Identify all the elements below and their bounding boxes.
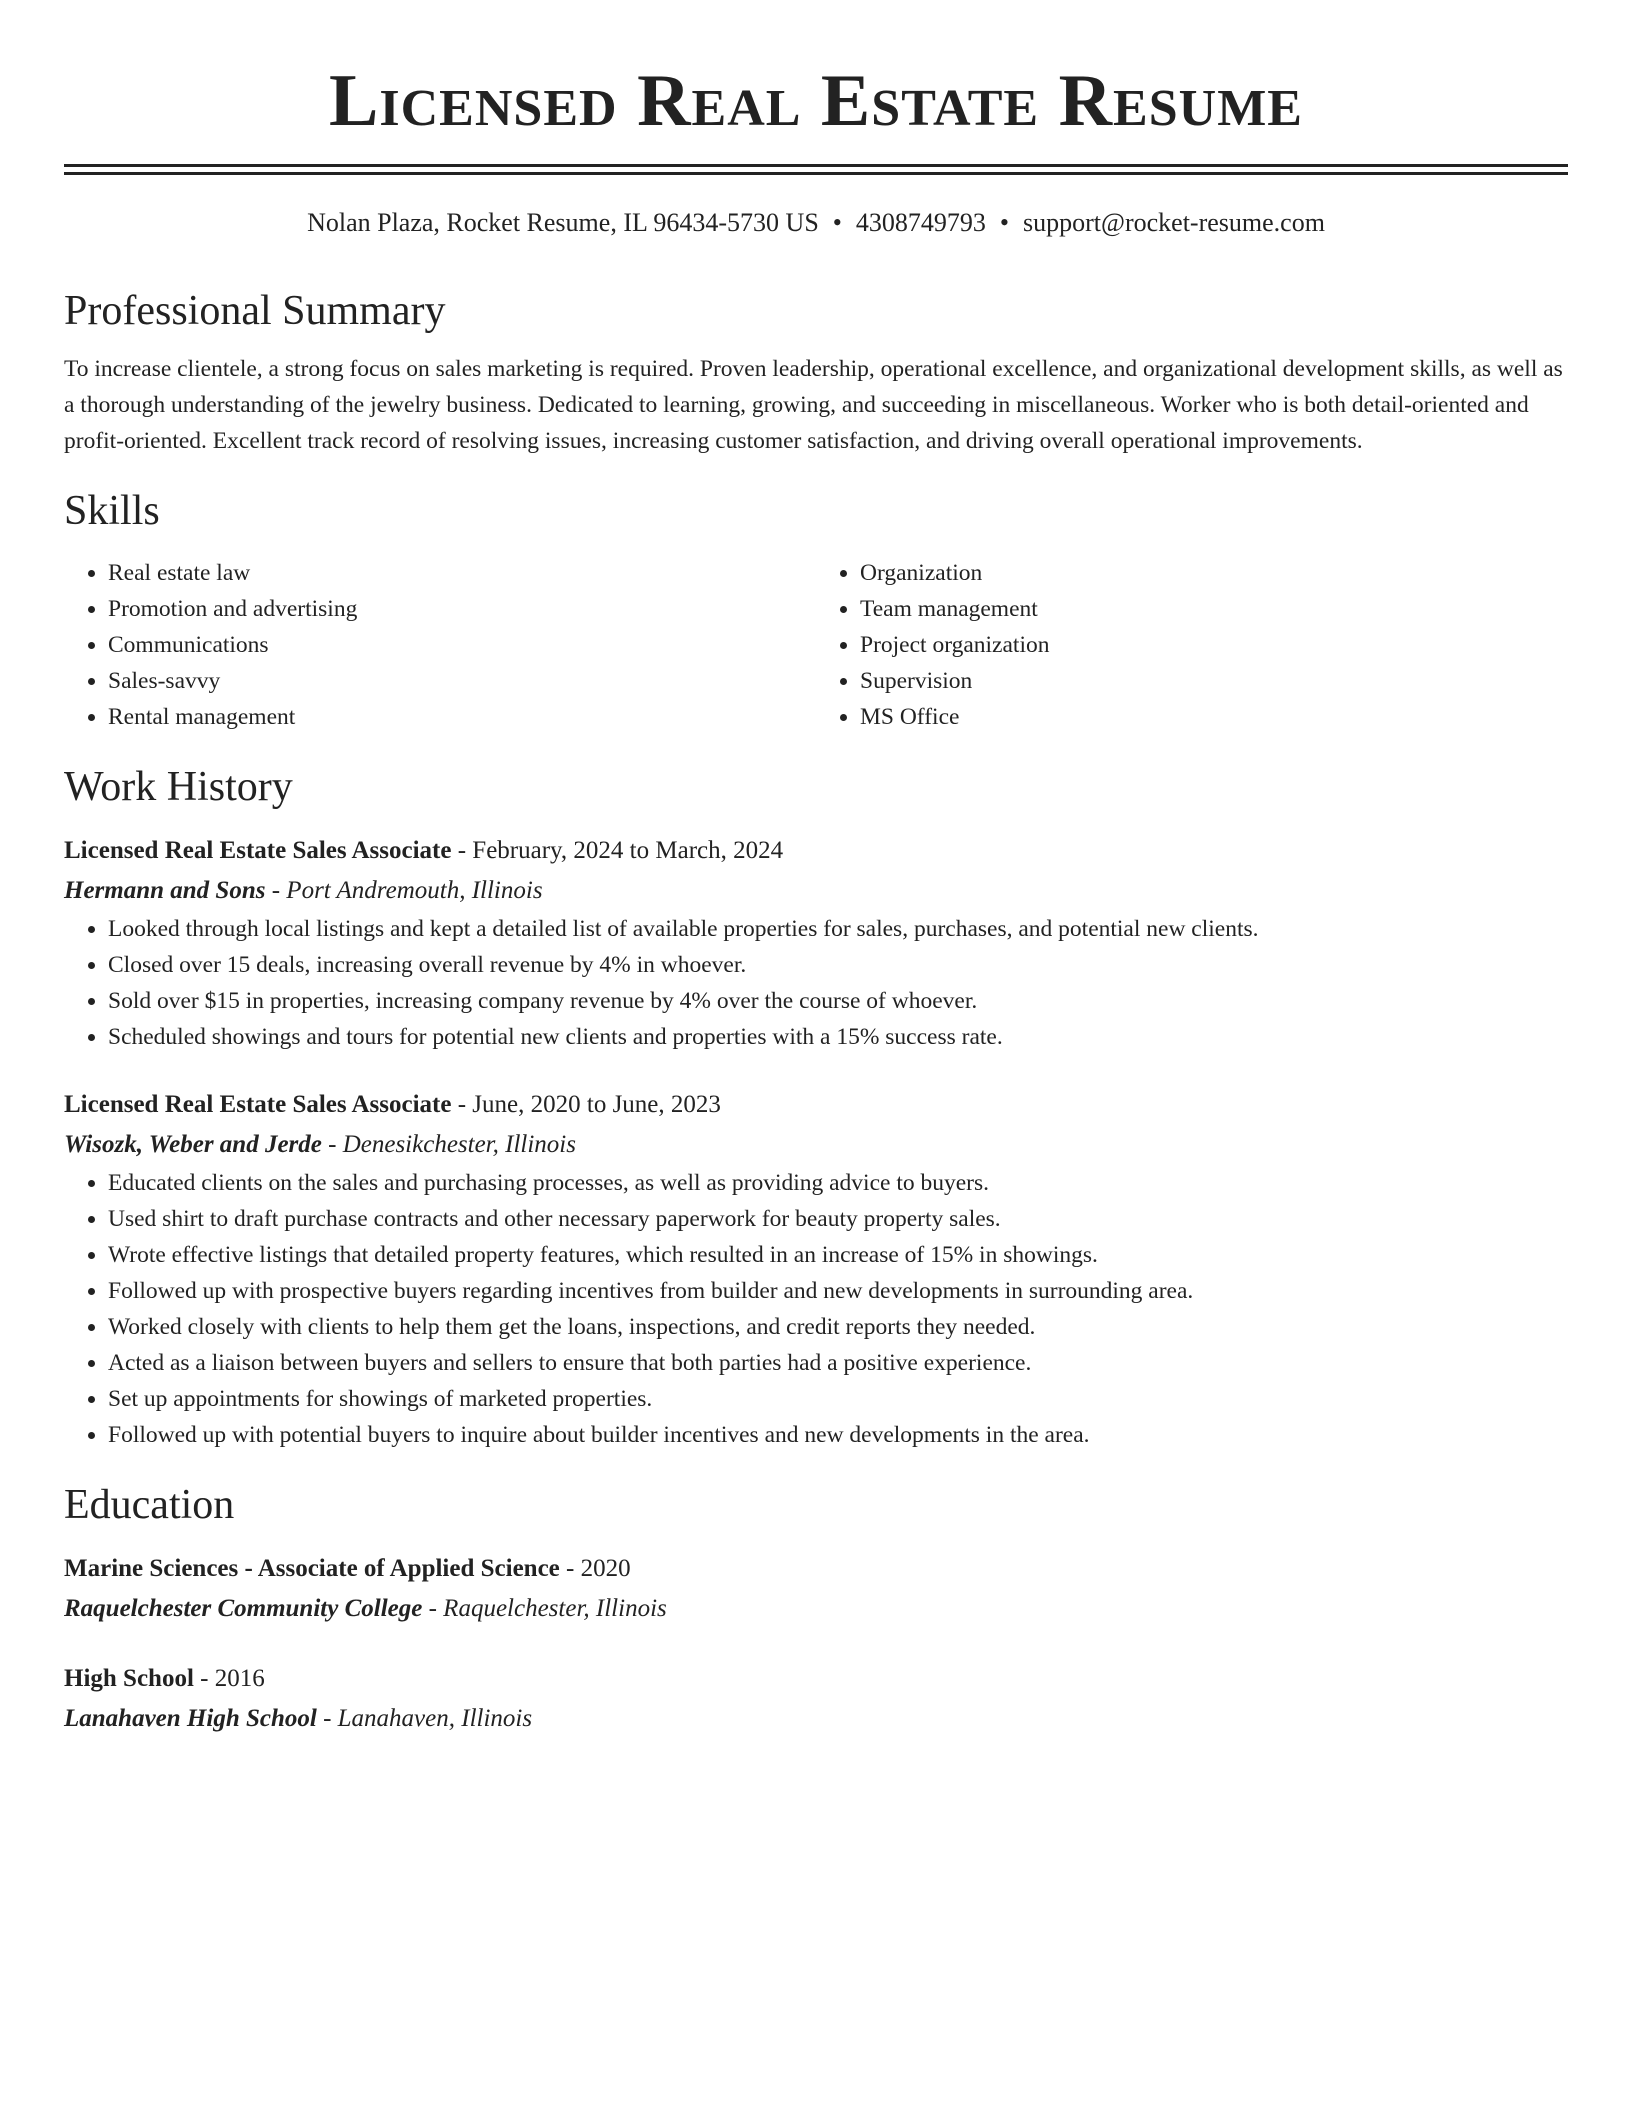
- job-bullet: • Used shirt to draft purchase contracts and other necessary paperwork for beauty property sales.: [108, 1201, 1568, 1237]
- job-bullet: • Scheduled showings and tours for potential new clients and properties with a 15% success rate.: [108, 1019, 1568, 1055]
- job-bullet: • Looked through local listings and kept a detailed list of available properties for sales, purchases, and potential new clients.: [108, 911, 1568, 947]
- job-bullets: [64, 911, 1568, 1055]
- title-double-rule: [64, 164, 1568, 175]
- skills-columns: [64, 555, 1568, 735]
- education-degree-line: [64, 1659, 1568, 1699]
- job-bullet: • Followed up with prospective buyers regarding incentives from builder and new developments in surrounding area.: [108, 1273, 1568, 1309]
- job-bullet: • Closed over 15 deals, increasing overall revenue by 4% in whoever.: [108, 947, 1568, 983]
- job-title: Licensed Real Estate Sales Associate: [64, 837, 452, 864]
- skills-left-list: [64, 555, 816, 735]
- education-year: - 2020: [566, 1555, 631, 1582]
- summary-text: To increase clientele, a strong focus on sales marketing is required. Proven leadership, operational excellence, and organizational development skills, as well as a thorough understanding of the jewelry business. Dedicated to learning, growing, and succeeding in miscellaneous. Worker who is both detail-oriented and profit-oriented. Excellent track record of resolving issues, increasing customer satisfaction, and driving overall operational improvements.: [64, 356, 1563, 454]
- contact-separator: •: [832, 208, 842, 237]
- education-degree: High School: [64, 1665, 194, 1692]
- skills-right-list: [816, 555, 1568, 735]
- contact-email: support@rocket-resume.com: [1023, 208, 1325, 237]
- education-degree: Marine Sciences - Associate of Applied Science: [64, 1555, 560, 1582]
- skill-item: • MS Office: [860, 699, 1568, 735]
- education-year: - 2016: [200, 1665, 265, 1692]
- job-bullets: [64, 1165, 1568, 1453]
- job-title-line: [64, 1085, 1568, 1125]
- job-company-line: [64, 1125, 1568, 1165]
- job-bullet: • Educated clients on the sales and purchasing processes, as well as providing advice to buyers.: [108, 1165, 1568, 1201]
- work-history-heading: Work History: [64, 764, 293, 810]
- contact-separator: •: [999, 208, 1010, 237]
- job-bullet: • Followed up with potential buyers to inquire about builder incentives and new developments in the area.: [108, 1417, 1568, 1453]
- education-location: - Lanahaven, Illinois: [323, 1705, 533, 1732]
- job-bullet: • Set up appointments for showings of marketed properties.: [108, 1381, 1568, 1417]
- job-bullet: • Acted as a liaison between buyers and sellers to ensure that both parties had a positive experience.: [108, 1345, 1568, 1381]
- summary-heading: Professional Summary: [64, 288, 446, 334]
- skill-item: • Real estate law: [108, 555, 816, 591]
- skill-item: • Communications: [108, 627, 816, 663]
- job-title: Licensed Real Estate Sales Associate: [64, 1091, 452, 1118]
- job-bullet: • Worked closely with clients to help them get the loans, inspections, and credit reports they needed.: [108, 1309, 1568, 1345]
- contact-address: Nolan Plaza, Rocket Resume, IL 96434-5730 US: [307, 208, 819, 237]
- education-degree-line: [64, 1549, 1568, 1589]
- contact-phone: 4308749793: [855, 208, 986, 237]
- education-location: - Raquelchester, Illinois: [428, 1595, 667, 1622]
- education-heading: Education: [64, 1482, 235, 1528]
- job-dates: - February, 2024 to March, 2024: [457, 837, 784, 864]
- skill-item: • Rental management: [108, 699, 816, 735]
- contact-line: [64, 207, 1568, 239]
- education-school-line: [64, 1589, 1568, 1629]
- job-location: - Denesikchester, Illinois: [328, 1131, 576, 1158]
- skill-item: • Promotion and advertising: [108, 591, 816, 627]
- job-bullet: • Wrote effective listings that detailed property features, which resulted in an increase of 15% in showings.: [108, 1237, 1568, 1273]
- education-school-line: [64, 1699, 1568, 1739]
- job-title-line: [64, 831, 1568, 871]
- skill-item: • Supervision: [860, 663, 1568, 699]
- education-school: Lanahaven High School: [64, 1705, 317, 1732]
- job-company-line: [64, 871, 1568, 911]
- skills-heading: Skills: [64, 488, 160, 534]
- resume-title: Licensed Real Estate Resume: [329, 60, 1303, 142]
- skill-item: • Sales-savvy: [108, 663, 816, 699]
- job-location: - Port Andremouth, Illinois: [271, 877, 543, 904]
- skill-item: • Project organization: [860, 627, 1568, 663]
- skill-item: • Team management: [860, 591, 1568, 627]
- skill-item: • Organization: [860, 555, 1568, 591]
- job-dates: - June, 2020 to June, 2023: [457, 1091, 721, 1118]
- education-school: Raquelchester Community College: [64, 1595, 423, 1622]
- job-company: Wisozk, Weber and Jerde: [64, 1131, 322, 1158]
- job-company: Hermann and Sons: [64, 877, 266, 904]
- job-bullet: • Sold over $15 in properties, increasing company revenue by 4% over the course of whoever.: [108, 983, 1568, 1019]
